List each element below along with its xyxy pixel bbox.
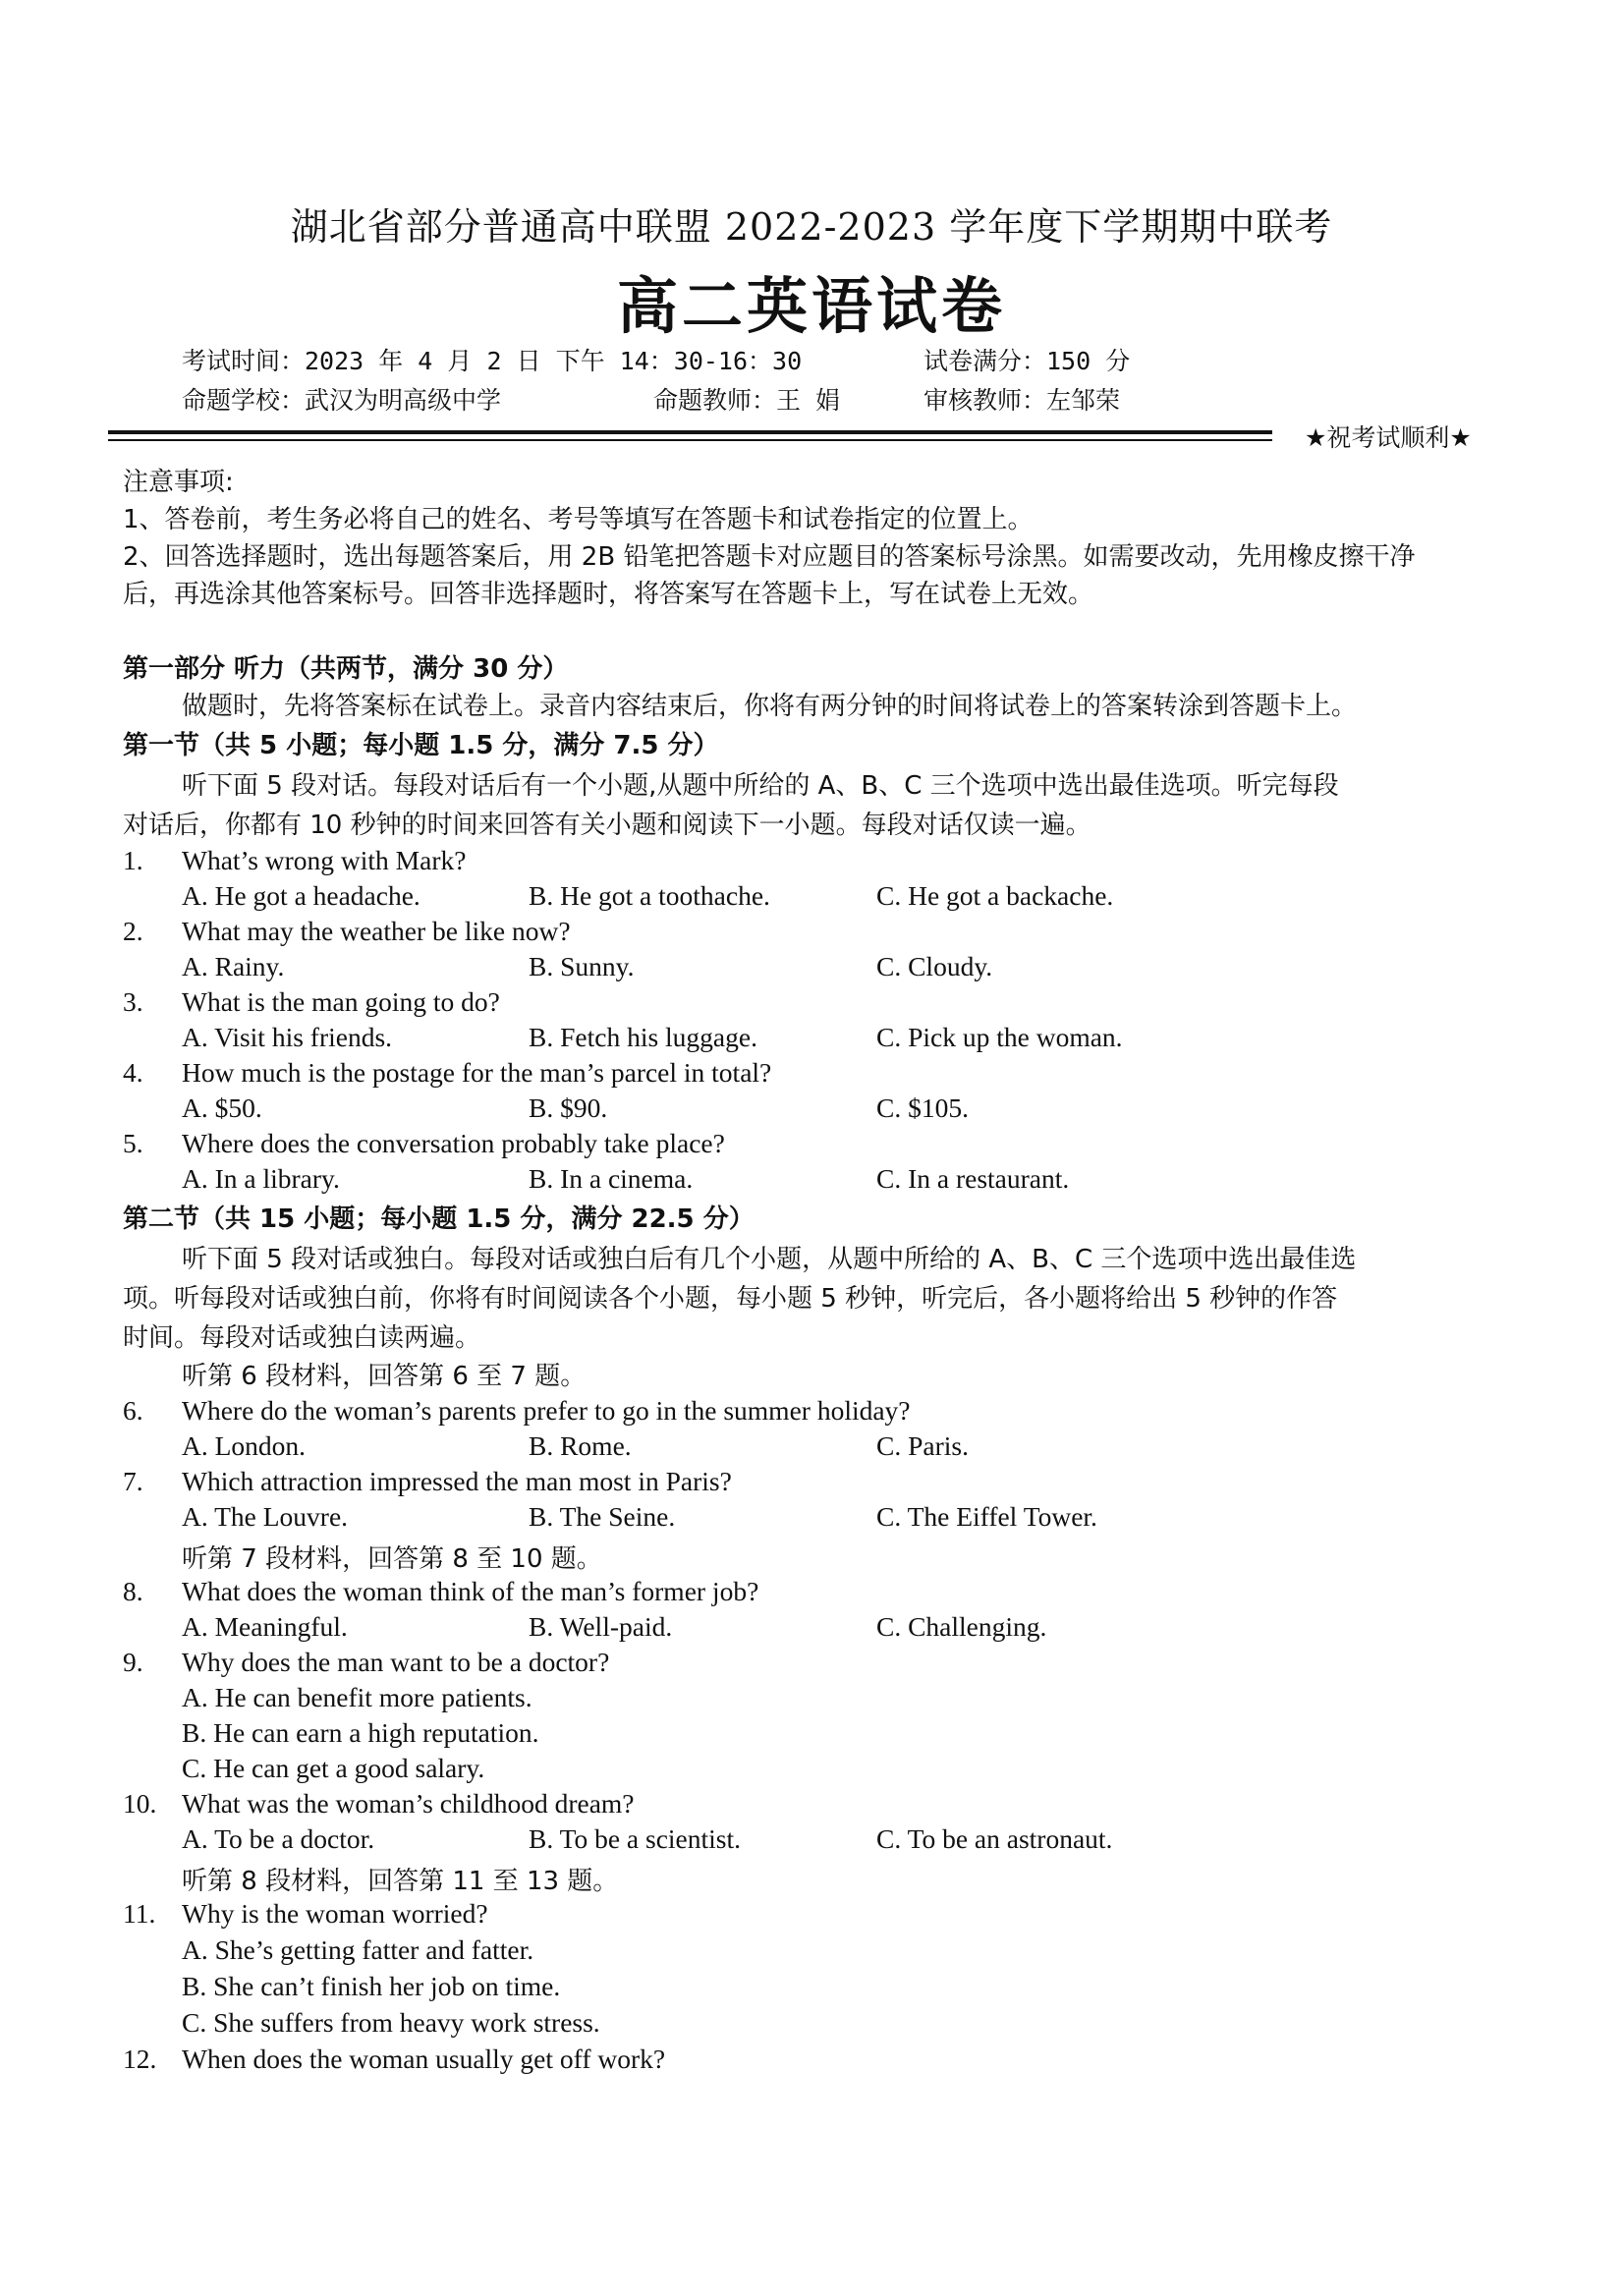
option-a: A. Rainy. xyxy=(182,951,285,981)
question-text: Why does the man want to be a doctor? xyxy=(182,1647,610,1677)
option-c: C. $105. xyxy=(876,1092,969,1123)
option-a: A. She’s getting fatter and fatter. xyxy=(182,1934,534,1965)
option-b: B. Well-paid. xyxy=(529,1611,673,1642)
option-a: A. London. xyxy=(182,1430,307,1461)
option-c: C. In a restaurant. xyxy=(876,1163,1070,1194)
section2-instruction-cont: 项。听每段对话或独白前，你将有时间阅读各个小题，每小题 5 秒钟，听完后，各小题将给出 5 秒钟的作答 xyxy=(123,1284,1338,1314)
option-b: B. The Seine. xyxy=(529,1501,676,1532)
option-b: B. Sunny. xyxy=(529,951,635,981)
question-text: Where do the woman’s parents prefer to go in the summer holiday? xyxy=(182,1395,911,1426)
option-c: C. To be an astronaut. xyxy=(876,1823,1113,1854)
question-number: 5. xyxy=(123,1128,143,1158)
option-c: C. Cloudy. xyxy=(876,951,993,981)
option-a: A. He can benefit more patients. xyxy=(182,1682,532,1712)
notice-heading: 注意事项: xyxy=(123,468,234,497)
option-a: A. He got a headache. xyxy=(182,880,420,911)
review-teacher: 审核教师：左邹荣 xyxy=(923,386,1121,415)
option-a: A. To be a doctor. xyxy=(182,1823,375,1854)
option-b: B. Fetch his luggage. xyxy=(529,1022,757,1052)
option-c: C. He got a backache. xyxy=(876,880,1114,911)
option-a: A. The Louvre. xyxy=(182,1501,349,1532)
question-number: 1. xyxy=(123,845,143,875)
exam-time: 考试时间：2023 年 4 月 2 日 下午 14：30-16：30 xyxy=(182,347,803,375)
setting-teacher: 命题教师：王 娟 xyxy=(653,386,841,415)
material-note: 听第 6 段材料，回答第 6 至 7 题。 xyxy=(182,1362,587,1391)
option-c: C. Challenging. xyxy=(876,1611,1047,1642)
option-c: C. Pick up the woman. xyxy=(876,1022,1123,1052)
part1-instruction: 做题时，先将答案标在试卷上。录音内容结束后，你将有两分钟的时间将试卷上的答案转涂到答题卡上。 xyxy=(182,692,1358,721)
question-number: 3. xyxy=(123,986,143,1017)
option-c: C. The Eiffel Tower. xyxy=(876,1501,1097,1532)
section1-instruction-cont: 对话后，你都有 10 秒钟的时间来回答有关小题和阅读下一小题。每段对话仅读一遍。 xyxy=(123,811,1091,840)
option-a: A. Meaningful. xyxy=(182,1611,348,1642)
question-text: What does the woman think of the man’s former job? xyxy=(182,1576,759,1606)
question-text: Which attraction impressed the man most in Paris? xyxy=(182,1466,732,1496)
option-b: B. She can’t finish her job on time. xyxy=(182,1971,561,2001)
question-number: 2. xyxy=(123,916,143,946)
question-text: When does the woman usually get off work? xyxy=(182,2044,666,2074)
section2-instruction: 听下面 5 段对话或独白。每段对话或独白后有几个小题，从题中所给的 A、B、C 三个选项中选出最佳选 xyxy=(182,1245,1357,1274)
option-a: A. $50. xyxy=(182,1092,262,1123)
option-b: B. $90. xyxy=(529,1092,608,1123)
notice-item-2: 2、回答选择题时，选出每题答案后，用 2B 铅笔把答题卡对应题目的答案标号涂黑。如需要改动，先用橡皮擦干净 xyxy=(123,542,1416,572)
option-c: C. She suffers from heavy work stress. xyxy=(182,2007,600,2038)
section2-instruction-cont: 时间。每段对话或独白读两遍。 xyxy=(123,1323,481,1353)
question-text: Why is the woman worried? xyxy=(182,1898,488,1929)
question-number: 12. xyxy=(123,2044,157,2074)
question-text: What’s wrong with Mark? xyxy=(182,845,467,875)
option-c: C. Paris. xyxy=(876,1430,969,1461)
exam-title: 高二英语试卷 xyxy=(616,270,1006,342)
header-rule-thin xyxy=(108,439,1272,441)
question-number: 11. xyxy=(123,1898,156,1929)
question-number: 8. xyxy=(123,1576,143,1606)
option-a: A. In a library. xyxy=(182,1163,340,1194)
option-a: A. Visit his friends. xyxy=(182,1022,393,1052)
material-note: 听第 8 段材料，回答第 11 至 13 题。 xyxy=(182,1867,619,1896)
question-text: How much is the postage for the man’s parcel in total? xyxy=(182,1057,772,1088)
option-b: B. He can earn a high reputation. xyxy=(182,1717,539,1748)
section1-instruction: 听下面 5 段对话。每段对话后有一个小题,从题中所给的 A、B、C 三个选项中选出最佳选项。听完每段 xyxy=(182,771,1339,801)
option-c: C. He can get a good salary. xyxy=(182,1753,485,1783)
question-number: 9. xyxy=(123,1647,143,1677)
option-b: B. He got a toothache. xyxy=(529,880,770,911)
header-rule-thick xyxy=(108,430,1272,434)
setting-school: 命题学校：武汉为明高级中学 xyxy=(182,386,502,415)
question-number: 4. xyxy=(123,1057,143,1088)
question-number: 6. xyxy=(123,1395,143,1426)
notice-item-1: 1、答卷前，考生务必将自己的姓名、考号等填写在答题卡和试卷指定的位置上。 xyxy=(123,505,1034,534)
part1-heading: 第一部分 听力（共两节，满分 30 分） xyxy=(123,654,569,684)
question-text: Where does the conversation probably take place? xyxy=(182,1128,725,1158)
good-luck-note: ★祝考试顺利★ xyxy=(1305,423,1472,452)
option-b: B. Rome. xyxy=(529,1430,632,1461)
option-b: B. To be a scientist. xyxy=(529,1823,742,1854)
material-note: 听第 7 段材料，回答第 8 至 10 题。 xyxy=(182,1544,602,1574)
question-number: 7. xyxy=(123,1466,143,1496)
section2-heading: 第二节（共 15 小题；每小题 1.5 分，满分 22.5 分） xyxy=(123,1204,755,1234)
question-text: What was the woman’s childhood dream? xyxy=(182,1788,635,1819)
exam-subtitle: 湖北省部分普通高中联盟 2022-2023 学年度下学期期中联考 xyxy=(290,205,1333,249)
question-text: What is the man going to do? xyxy=(182,986,500,1017)
notice-item-2-cont: 后，再选涂其他答案标号。回答非选择题时，将答案写在答题卡上，写在试卷上无效。 xyxy=(123,580,1094,609)
section1-heading: 第一节（共 5 小题；每小题 1.5 分，满分 7.5 分） xyxy=(123,731,719,760)
question-number: 10. xyxy=(123,1788,157,1819)
full-score: 试卷满分：150 分 xyxy=(923,347,1131,375)
question-text: What may the weather be like now? xyxy=(182,916,571,946)
option-b: B. In a cinema. xyxy=(529,1163,694,1194)
